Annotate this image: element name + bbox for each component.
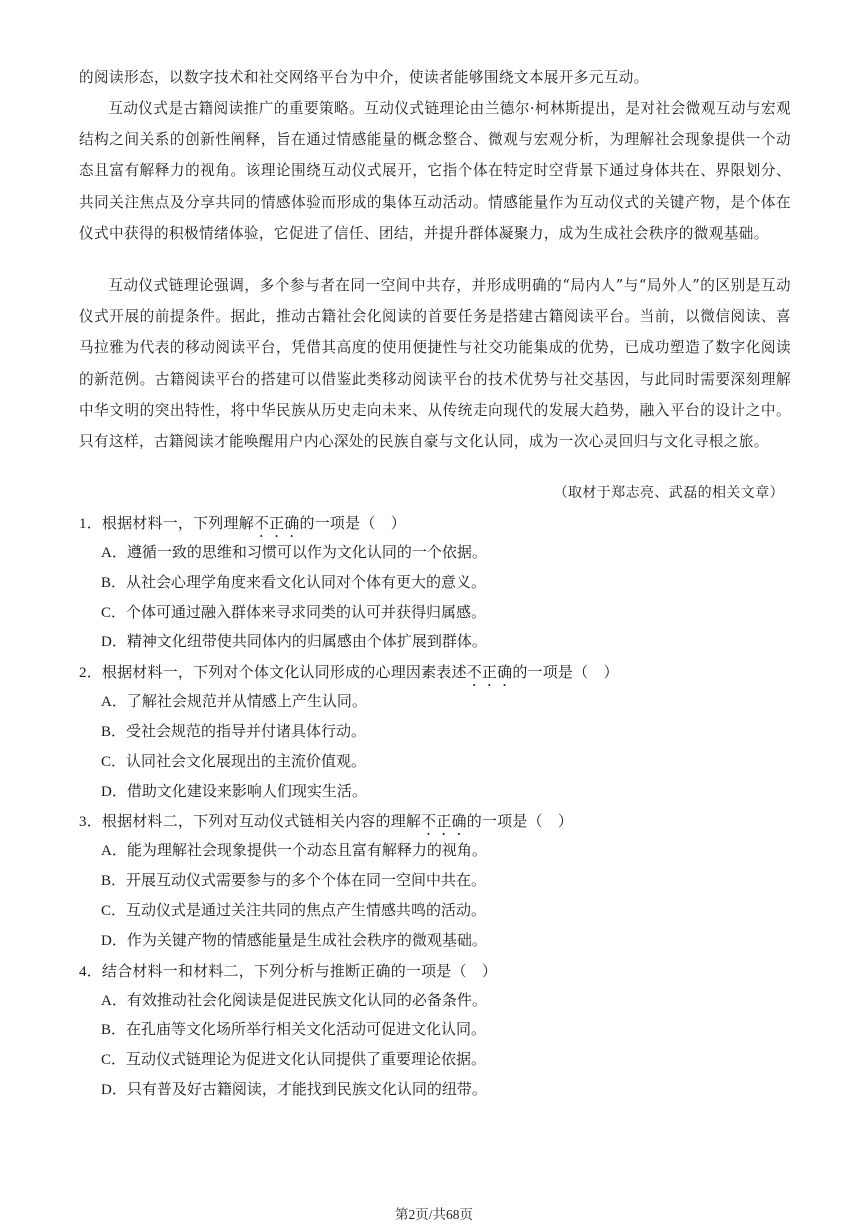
option-text: 遵循一致的思维和习惯可以作为文化认同的一个依据。 — [126, 545, 487, 561]
question-3 — [79, 807, 791, 956]
option-letter: B． — [101, 574, 127, 591]
option-letter: C． — [101, 1052, 127, 1069]
option-text: 只有普及好古籍阅读，才能找到民族文化认同的纽带。 — [126, 1081, 487, 1098]
option-d[interactable] — [79, 1076, 791, 1106]
question-2 — [79, 658, 791, 807]
question-stem-emphasis: 不正确 — [253, 516, 300, 532]
question-stem-text: 3．根据材料二，下列对互动仪式链相关内容的理解 — [79, 814, 422, 831]
option-text: 受社会规范的指导并付诸具体行动。 — [126, 723, 367, 740]
option-letter: C． — [101, 753, 127, 770]
option-d[interactable] — [79, 628, 791, 658]
option-letter: D． — [101, 1081, 127, 1098]
option-text: 借助文化建设来影响人们现实生活。 — [126, 783, 367, 800]
question-stem-text: 2．根据材料一，下列对个体文化认同形成的心理因素表述 — [79, 665, 467, 682]
option-text: 认同社会文化展现出的主流价值观。 — [126, 753, 367, 770]
option-letter: A． — [101, 545, 127, 561]
question-stem — [79, 509, 791, 539]
option-text: 在孔庙等文化场所举行相关文化活动可促进文化认同。 — [126, 1022, 487, 1039]
option-b[interactable] — [79, 1016, 791, 1046]
question-list — [79, 509, 791, 1106]
option-letter: A． — [101, 694, 127, 711]
option-c[interactable] — [79, 748, 791, 778]
option-text: 互动仪式是通过关注共同的焦点产生情感共鸣的活动。 — [126, 902, 487, 919]
option-letter: D． — [101, 634, 127, 651]
option-letter: B． — [101, 723, 127, 740]
option-letter: C． — [101, 604, 127, 621]
option-letter: C． — [101, 902, 127, 919]
option-text: 能为理解社会现象提供一个动态且富有解释力的视角。 — [126, 843, 487, 860]
question-4 — [79, 957, 791, 1106]
page-number: 第2页/共68页 — [394, 1207, 473, 1222]
question-stem-text: 4．结合材料一和材料二，下列分析与推断正确的一项是（ ） — [79, 963, 498, 980]
question-1 — [79, 509, 791, 658]
option-a[interactable] — [79, 987, 791, 1017]
option-text: 精神文化纽带使共同体内的归属感由个体扩展到群体。 — [126, 634, 487, 651]
option-letter: A． — [101, 992, 127, 1009]
option-a[interactable] — [79, 837, 791, 867]
question-stem-tail: 的一项是（ ） — [466, 814, 574, 831]
option-text: 互动仪式链理论为促进文化认同提供了重要理论依据。 — [126, 1052, 487, 1069]
option-text: 从社会心理学角度来看文化认同对个体有更大的意义。 — [126, 574, 487, 591]
option-letter: D． — [101, 932, 127, 949]
question-stem — [79, 957, 791, 987]
option-letter: D． — [101, 783, 127, 800]
option-letter: A． — [101, 843, 127, 860]
option-text: 开展互动仪式需要参与的多个个体在同一空间中共在。 — [126, 873, 487, 890]
option-b[interactable] — [79, 718, 791, 748]
question-stem-emphasis: 不正确 — [466, 665, 513, 682]
option-text: 了解社会规范并从情感上产生认同。 — [126, 694, 367, 711]
question-stem — [79, 658, 791, 688]
option-c[interactable] — [79, 599, 791, 629]
option-b[interactable] — [79, 867, 791, 897]
option-a[interactable] — [79, 688, 791, 718]
passage-paragraph-3: 互动仪式链理论强调，多个参与者在同一空间中共存，并形成明确的“局内人”与“局外人”的区别是互动仪式开展的前提条件。据此，推动古籍社会化阅读的首要任务是搭建古籍阅读平台。当前，以微信阅读、喜马拉雅为代表的移动阅读平台，凭借其高度的使用便捷性与社交功能集成的优势，已成功塑造了数字化阅读的新范例。古籍阅读平台的搭建可以借鉴此类移动阅读平台的技术优势与社交基因，与此同时需要深刻理解中华文明的突出特性，将中华民族从历史走向未来、从传统走向现代的发展大趋势，融入平台的设计之中。只有这样，古籍阅读才能唤醒用户内心深处的民族自豪与文化认同，成为一次心灵回归与文化寻根之旅。 — [79, 277, 791, 451]
passage-continuation: 的阅读形态，以数字技术和社交网络平台为中介，使读者能够围绕文本展开多元互动。 — [79, 69, 649, 86]
passage-source: （取材于郑志亮、武磊的相关文章） — [553, 485, 784, 501]
passage-paragraph-2: 互动仪式是古籍阅读推广的重要策略。互动仪式链理论由兰德尔·柯林斯提出，是对社会微观互动与宏观结构之间关系的创新性阐释，旨在通过情感能量的概念整合、微观与宏观分析，为理解社会现象提供一个动态且富有解释力的视角。该理论围绕互动仪式展开，它指个体在特定时空背景下通过身体共在、界限划分、共同关注焦点及分享共同的情感体验而形成的集体互动活动。情感能量作为互动仪式的关键产物，是个体在仪式中获得的积极情绪体验，它促进了信任、团结，并提升群体凝聚力，成为生成社会秩序的微观基础。 — [79, 100, 791, 242]
option-d[interactable] — [79, 927, 791, 957]
option-c[interactable] — [79, 897, 791, 927]
question-stem-text: 1．根据材料一，下列理解 — [79, 516, 254, 532]
question-stem — [79, 807, 791, 837]
question-stem-tail: 的一项是（ ） — [512, 665, 619, 682]
option-text: 个体可通过融入群体来寻求同类的认可并获得归属感。 — [126, 604, 487, 621]
option-text: 有效推动社会化阅读是促进民族文化认同的必备条件。 — [126, 992, 487, 1009]
option-letter: B． — [101, 873, 127, 890]
option-b[interactable] — [79, 569, 791, 599]
option-d[interactable] — [79, 778, 791, 808]
option-text: 作为关键产物的情感能量是生成社会秩序的微观基础。 — [126, 932, 487, 949]
option-letter: B． — [101, 1022, 127, 1039]
option-c[interactable] — [79, 1046, 791, 1076]
option-a[interactable] — [79, 539, 791, 569]
question-stem-tail: 的一项是（ ） — [299, 516, 406, 532]
question-stem-emphasis: 不正确 — [421, 814, 467, 831]
